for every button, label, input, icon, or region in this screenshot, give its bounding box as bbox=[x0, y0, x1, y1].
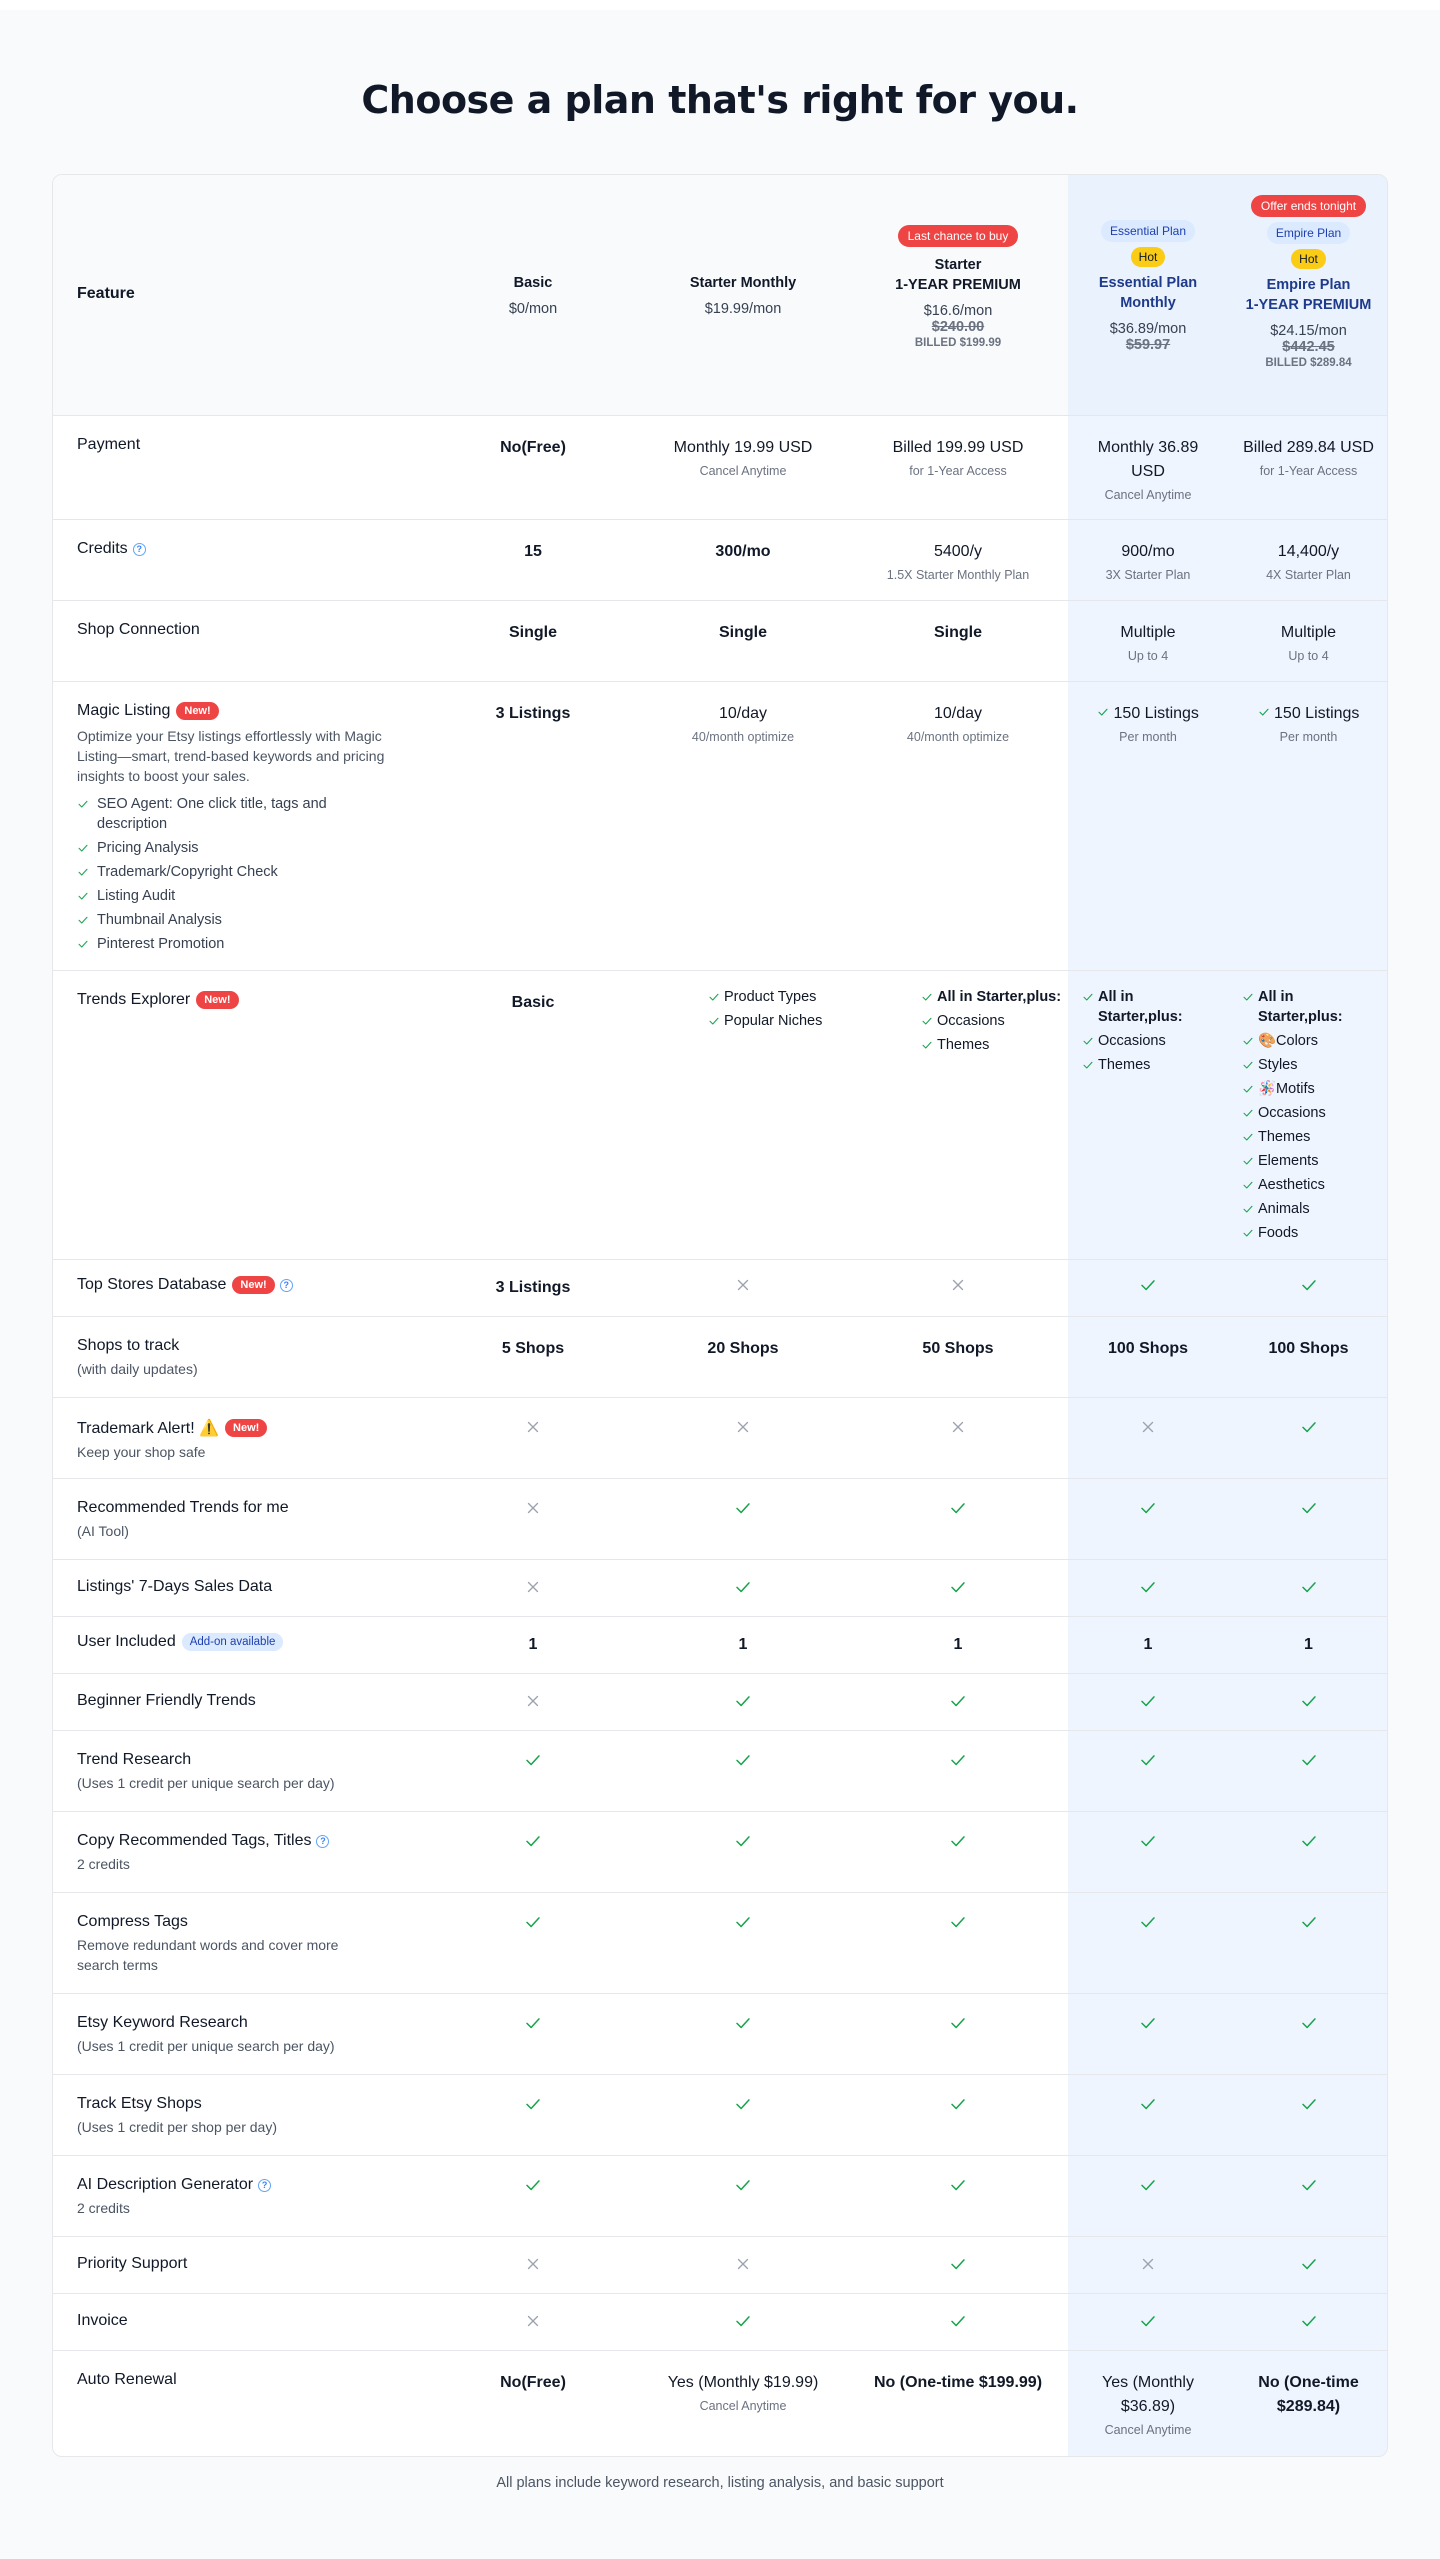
row-shop-connection bbox=[53, 600, 1388, 681]
feature-sub: (Uses 1 credit per shop per day) bbox=[77, 2119, 277, 2136]
feature-label: User Included bbox=[77, 1633, 176, 1650]
feature-sub: (Uses 1 credit per unique search per day) bbox=[77, 2038, 335, 2055]
value-empire: No (One-time $289.84) bbox=[1258, 2374, 1359, 2415]
check-icon bbox=[1082, 1057, 1094, 1077]
plan-price-starter-monthly: $19.99/mon bbox=[704, 301, 782, 317]
feature-sub: (AI Tool) bbox=[77, 1523, 129, 1540]
check-icon bbox=[524, 2095, 542, 2113]
check-icon bbox=[77, 888, 89, 908]
feature-label: Trademark Alert! ⚠️ bbox=[77, 1420, 220, 1437]
check-icon bbox=[1300, 2095, 1318, 2113]
value-basic: 3 Listings bbox=[495, 705, 571, 722]
row-recommended-trends bbox=[53, 1478, 1388, 1559]
check-icon bbox=[1300, 2176, 1318, 2194]
check-icon bbox=[949, 1832, 967, 1850]
list-item: Listing Audit bbox=[77, 886, 397, 906]
check-icon bbox=[1242, 1177, 1254, 1197]
check-icon bbox=[921, 1037, 933, 1057]
value-basic: No(Free) bbox=[500, 439, 566, 456]
feature-label: Compress Tags bbox=[77, 1913, 188, 1930]
empire-plan-pill: Empire Plan bbox=[1267, 222, 1350, 244]
value-basic: 15 bbox=[524, 543, 542, 560]
check-icon bbox=[949, 2176, 967, 2194]
row-magic-listing bbox=[53, 681, 1388, 970]
row-shops-to-track bbox=[53, 1316, 1388, 1397]
cross-icon bbox=[524, 1578, 542, 1596]
feature-label: Track Etsy Shops bbox=[77, 2095, 202, 2112]
list-item: Pinterest Promotion bbox=[77, 934, 397, 954]
sub-essential: Per month bbox=[1119, 730, 1177, 744]
plan-name-starter-year-2: 1-YEAR PREMIUM bbox=[895, 277, 1021, 293]
check-icon bbox=[1242, 1033, 1254, 1053]
plan-price-empire: $24.15/mon bbox=[1270, 323, 1347, 339]
check-icon bbox=[1139, 1692, 1157, 1710]
check-icon bbox=[921, 1013, 933, 1033]
check-icon bbox=[734, 1832, 752, 1850]
check-icon bbox=[1097, 702, 1109, 726]
check-icon bbox=[734, 2312, 752, 2330]
row-trends-explorer bbox=[53, 970, 1388, 1259]
feature-label: Shop Connection bbox=[77, 621, 200, 638]
value-essential: 900/mo bbox=[1121, 543, 1175, 560]
feature-label: Listings' 7-Days Sales Data bbox=[77, 1578, 273, 1595]
row-trademark-alert bbox=[53, 1397, 1388, 1478]
value-essential: Yes (Monthly $36.89) bbox=[1102, 2374, 1194, 2415]
sub-essential: 3X Starter Plan bbox=[1105, 568, 1191, 582]
check-icon bbox=[1300, 1578, 1318, 1596]
row-compress-tags bbox=[53, 1892, 1388, 1993]
check-icon bbox=[1242, 1129, 1254, 1149]
value-empire: 150 Listings bbox=[1274, 705, 1360, 722]
magic-listing-items bbox=[77, 794, 397, 954]
check-icon bbox=[524, 2176, 542, 2194]
list-item: Product Types bbox=[708, 987, 848, 1007]
row-top-stores bbox=[53, 1259, 1388, 1316]
info-icon[interactable]: ? bbox=[133, 543, 146, 556]
footnote: All plans include keyword research, listing analysis, and basic support bbox=[496, 2475, 944, 2491]
check-icon bbox=[949, 2312, 967, 2330]
header-essential bbox=[1068, 175, 1228, 415]
plan-name-essential-1: Essential Plan bbox=[1098, 275, 1198, 291]
cross-icon bbox=[734, 1276, 752, 1294]
check-icon bbox=[1300, 1418, 1318, 1436]
check-icon bbox=[1300, 1832, 1318, 1850]
new-badge: New! bbox=[196, 991, 238, 1009]
check-icon bbox=[1139, 1913, 1157, 1931]
value-starter-year: No (One-time $199.99) bbox=[873, 2374, 1043, 2391]
value-basic: 1 bbox=[528, 1636, 538, 1653]
list-item: 🪅Motifs bbox=[1242, 1079, 1379, 1099]
header-feature bbox=[77, 175, 377, 415]
value-empire: 1 bbox=[1304, 1636, 1313, 1653]
check-icon bbox=[734, 1578, 752, 1596]
plan-name-starter-monthly: Starter Monthly bbox=[689, 275, 797, 291]
cross-icon bbox=[1139, 1418, 1157, 1436]
feature-label: Auto Renewal bbox=[77, 2371, 177, 2388]
feature-label: Top Stores Database bbox=[77, 1276, 227, 1293]
check-icon bbox=[949, 1692, 967, 1710]
feature-label: Priority Support bbox=[77, 2255, 188, 2272]
cross-icon bbox=[734, 1418, 752, 1436]
check-icon bbox=[708, 1013, 720, 1033]
feature-sub: 2 credits bbox=[77, 1856, 130, 1873]
list-heading: All in Starter,plus: bbox=[1082, 987, 1218, 1027]
value-basic: 5 Shops bbox=[501, 1340, 565, 1357]
check-icon bbox=[1139, 2095, 1157, 2113]
value-essential: Monthly 36.89 USD bbox=[1097, 439, 1199, 480]
cross-icon bbox=[949, 1276, 967, 1294]
check-icon bbox=[1242, 989, 1254, 1009]
check-icon bbox=[1139, 2312, 1157, 2330]
page-title: Choose a plan that's right for you. bbox=[361, 78, 1079, 122]
cross-icon bbox=[949, 1418, 967, 1436]
plan-price-essential: $36.89/mon bbox=[1109, 321, 1187, 337]
list-item: Themes bbox=[1082, 1055, 1218, 1075]
check-icon bbox=[1258, 702, 1270, 726]
check-icon bbox=[1139, 1578, 1157, 1596]
list-item: Themes bbox=[1242, 1127, 1379, 1147]
feature-label: Credits bbox=[77, 540, 128, 557]
check-icon bbox=[1242, 1081, 1254, 1101]
check-icon bbox=[77, 796, 89, 816]
check-icon bbox=[1242, 1105, 1254, 1125]
check-icon bbox=[921, 989, 933, 1009]
check-icon bbox=[524, 1913, 542, 1931]
value-empire: Billed 289.84 USD bbox=[1243, 439, 1374, 456]
row-track-shops bbox=[53, 2074, 1388, 2155]
list-item: SEO Agent: One click title, tags and description bbox=[77, 794, 397, 834]
check-icon bbox=[949, 1751, 967, 1769]
check-icon bbox=[77, 936, 89, 956]
cross-icon bbox=[1139, 2255, 1157, 2273]
value-starter-year: 10/day bbox=[933, 705, 983, 722]
feature-label: Invoice bbox=[77, 2312, 128, 2329]
sub-starter-year: 1.5X Starter Monthly Plan bbox=[886, 568, 1030, 582]
list-heading: All in Starter,plus: bbox=[1242, 987, 1379, 1027]
offer-ends-badge: Offer ends tonight bbox=[1251, 195, 1366, 217]
check-icon bbox=[1082, 1033, 1094, 1053]
value-starter-year: 50 Shops bbox=[922, 1340, 994, 1357]
row-invoice bbox=[53, 2293, 1388, 2350]
value-essential: 150 Listings bbox=[1113, 705, 1199, 722]
value-starter-year: Single bbox=[933, 624, 982, 641]
feature-label: Shops to track bbox=[77, 1337, 180, 1354]
sub-empire: 4X Starter Plan bbox=[1266, 568, 1351, 582]
list-item: Themes bbox=[921, 1035, 1063, 1055]
feature-sub: Remove redundant words and cover more search terms bbox=[77, 1937, 339, 1974]
list-item: 🎨Colors bbox=[1242, 1031, 1379, 1051]
info-icon[interactable]: ? bbox=[258, 2179, 271, 2192]
check-icon bbox=[949, 1578, 967, 1596]
list-heading: All in Starter,plus: bbox=[921, 987, 1063, 1007]
feature-label: Copy Recommended Tags, Titles bbox=[77, 1832, 312, 1849]
row-user-included bbox=[53, 1616, 1388, 1673]
check-icon bbox=[1139, 2176, 1157, 2194]
sub-starter-monthly: 40/month optimize bbox=[691, 730, 795, 744]
value-empire: Multiple bbox=[1280, 624, 1337, 641]
check-icon bbox=[1242, 1057, 1254, 1077]
trends-list-starter-monthly bbox=[708, 987, 848, 1031]
header-starter-monthly bbox=[638, 175, 848, 415]
list-item: Animals bbox=[1242, 1199, 1379, 1219]
value-starter-monthly: Yes (Monthly $19.99) bbox=[667, 2374, 819, 2391]
list-item: Trademark/Copyright Check bbox=[77, 862, 397, 882]
list-item: Popular Niches bbox=[708, 1011, 848, 1031]
list-item: Elements bbox=[1242, 1151, 1379, 1171]
new-badge: New! bbox=[232, 1276, 274, 1294]
feature-label: Etsy Keyword Research bbox=[77, 2014, 248, 2031]
value-essential: 1 bbox=[1143, 1636, 1153, 1653]
value-starter-monthly: Single bbox=[718, 624, 767, 641]
feature-label: Trend Research bbox=[77, 1751, 192, 1768]
cross-icon bbox=[524, 2312, 542, 2330]
check-icon bbox=[77, 840, 89, 860]
header-basic bbox=[433, 175, 633, 415]
row-trend-research bbox=[53, 1730, 1388, 1811]
check-icon bbox=[1300, 1751, 1318, 1769]
feature-sub: (with daily updates) bbox=[77, 1361, 198, 1378]
check-icon bbox=[524, 1832, 542, 1850]
sub-starter-year: 40/month optimize bbox=[906, 730, 1010, 744]
check-icon bbox=[734, 1913, 752, 1931]
value-empire: 14,400/y bbox=[1277, 543, 1340, 560]
check-icon bbox=[1139, 2014, 1157, 2032]
value-basic: Single bbox=[508, 624, 557, 641]
value-empire: 100 Shops bbox=[1268, 1340, 1349, 1357]
row-beginner-trends bbox=[53, 1673, 1388, 1730]
info-icon[interactable]: ? bbox=[280, 1279, 293, 1292]
check-icon bbox=[734, 1692, 752, 1710]
sub-empire: Per month bbox=[1279, 730, 1338, 744]
check-icon bbox=[77, 864, 89, 884]
value-starter-year: 1 bbox=[953, 1636, 963, 1653]
old-price-empire: $442.45 bbox=[1282, 339, 1335, 355]
sub-starter-monthly: Cancel Anytime bbox=[699, 464, 787, 478]
check-icon bbox=[1300, 1913, 1318, 1931]
row-payment bbox=[53, 415, 1388, 519]
new-badge: New! bbox=[176, 702, 218, 720]
new-badge: New! bbox=[225, 1419, 267, 1437]
list-item: Occasions bbox=[921, 1011, 1063, 1031]
old-price-starter-year: $240.00 bbox=[931, 319, 985, 335]
list-item: Thumbnail Analysis bbox=[77, 910, 397, 930]
check-icon bbox=[1082, 989, 1094, 1009]
check-icon bbox=[949, 1499, 967, 1517]
row-copy-tags bbox=[53, 1811, 1388, 1892]
cross-icon bbox=[524, 1499, 542, 1517]
check-icon bbox=[1139, 1751, 1157, 1769]
value-starter-monthly: Monthly 19.99 USD bbox=[673, 439, 813, 456]
check-icon bbox=[1139, 1276, 1157, 1294]
feature-sub: (Uses 1 credit per unique search per day) bbox=[77, 1775, 335, 1792]
value-basic: No(Free) bbox=[500, 2374, 566, 2391]
feature-sub: 2 credits bbox=[77, 2200, 130, 2217]
value-essential: Multiple bbox=[1120, 624, 1176, 641]
list-item: Pricing Analysis bbox=[77, 838, 397, 858]
feature-column-label: Feature bbox=[77, 285, 135, 302]
check-icon bbox=[1300, 1692, 1318, 1710]
plan-name-empire-2: 1-YEAR PREMIUM bbox=[1245, 297, 1372, 313]
check-icon bbox=[1300, 2014, 1318, 2032]
last-chance-badge: Last chance to buy bbox=[898, 225, 1019, 247]
value-starter-year: 5400/y bbox=[933, 543, 983, 560]
check-icon bbox=[1300, 1499, 1318, 1517]
check-icon bbox=[524, 2014, 542, 2032]
check-icon bbox=[949, 1913, 967, 1931]
feature-label: AI Description Generator bbox=[77, 2176, 254, 2193]
check-icon bbox=[1242, 1153, 1254, 1173]
value-starter-monthly: 20 Shops bbox=[707, 1340, 779, 1357]
cross-icon bbox=[734, 2255, 752, 2273]
check-icon bbox=[1300, 2312, 1318, 2330]
plan-price-basic: $0/mon bbox=[508, 301, 558, 317]
list-item: Styles bbox=[1242, 1055, 1379, 1075]
list-item: Foods bbox=[1242, 1223, 1379, 1243]
old-price-essential: $59.97 bbox=[1125, 337, 1171, 353]
feature-label: Trends Explorer bbox=[77, 991, 191, 1008]
row-sales-data bbox=[53, 1559, 1388, 1616]
value-starter-monthly: 300/mo bbox=[715, 543, 771, 560]
plan-price-starter-year: $16.6/mon bbox=[923, 303, 993, 319]
value-basic: 3 Listings bbox=[495, 1279, 571, 1296]
billed-empire: BILLED $289.84 bbox=[1265, 357, 1352, 369]
check-icon bbox=[949, 2255, 967, 2273]
feature-label: Recommended Trends for me bbox=[77, 1499, 289, 1516]
list-item: Occasions bbox=[1082, 1031, 1218, 1051]
list-item: Occasions bbox=[1242, 1103, 1379, 1123]
plan-name-basic: Basic bbox=[513, 275, 553, 291]
cross-icon bbox=[524, 1418, 542, 1436]
feature-sub: Keep your shop safe bbox=[77, 1444, 206, 1460]
sub-essential: Cancel Anytime bbox=[1104, 2423, 1192, 2437]
trends-list-starter-year bbox=[921, 987, 1063, 1055]
check-icon bbox=[949, 2014, 967, 2032]
sub-starter-monthly: Cancel Anytime bbox=[699, 2399, 787, 2413]
check-icon bbox=[524, 1751, 542, 1769]
list-item: Aesthetics bbox=[1242, 1175, 1379, 1195]
sub-empire: Up to 4 bbox=[1288, 649, 1329, 663]
check-icon bbox=[734, 2014, 752, 2032]
check-icon bbox=[1242, 1201, 1254, 1221]
value-starter-monthly: 10/day bbox=[718, 705, 768, 722]
essential-hot-badge: Hot bbox=[1131, 247, 1166, 267]
row-ai-description bbox=[53, 2155, 1388, 2236]
check-icon bbox=[734, 2095, 752, 2113]
check-icon bbox=[734, 2176, 752, 2194]
value-essential: 100 Shops bbox=[1107, 1340, 1189, 1357]
feature-label: Beginner Friendly Trends bbox=[77, 1692, 256, 1709]
trends-list-empire bbox=[1242, 987, 1379, 1243]
top-strip bbox=[0, 0, 1440, 10]
sub-starter-year: for 1-Year Access bbox=[909, 464, 1007, 478]
billed-starter-year: BILLED $199.99 bbox=[914, 337, 1002, 349]
value-basic: Basic bbox=[511, 994, 555, 1011]
sub-essential: Up to 4 bbox=[1127, 649, 1169, 663]
cross-icon bbox=[524, 2255, 542, 2273]
check-icon bbox=[1139, 1499, 1157, 1517]
header-starter-year bbox=[853, 175, 1063, 415]
header-empire bbox=[1228, 175, 1388, 415]
plan-name-starter-year-1: Starter bbox=[934, 257, 982, 273]
empire-hot-badge: Hot bbox=[1291, 249, 1326, 269]
row-priority-support bbox=[53, 2236, 1388, 2293]
check-icon bbox=[734, 1751, 752, 1769]
feature-label: Magic Listing bbox=[77, 702, 171, 719]
check-icon bbox=[949, 2095, 967, 2113]
check-icon bbox=[1139, 1832, 1157, 1850]
row-auto-renewal bbox=[53, 2350, 1388, 2457]
feature-label: Payment bbox=[77, 436, 141, 453]
check-icon bbox=[1242, 1225, 1254, 1245]
essential-plan-pill: Essential Plan bbox=[1101, 220, 1195, 242]
row-keyword-research bbox=[53, 1993, 1388, 2074]
check-icon bbox=[77, 912, 89, 932]
pricing-table bbox=[52, 174, 1388, 2457]
row-credits bbox=[53, 519, 1388, 600]
value-starter-monthly: 1 bbox=[738, 1636, 748, 1653]
sub-empire: for 1-Year Access bbox=[1259, 464, 1358, 478]
check-icon bbox=[1300, 1276, 1318, 1294]
check-icon bbox=[734, 1499, 752, 1517]
addon-badge: Add-on available bbox=[182, 1633, 284, 1651]
sub-essential: Cancel Anytime bbox=[1104, 488, 1192, 502]
trends-list-essential bbox=[1082, 987, 1218, 1075]
check-icon bbox=[708, 989, 720, 1009]
cross-icon bbox=[524, 1692, 542, 1710]
value-starter-year: Billed 199.99 USD bbox=[892, 439, 1024, 456]
check-icon bbox=[1300, 2255, 1318, 2273]
plan-name-empire-1: Empire Plan bbox=[1266, 277, 1351, 293]
info-icon[interactable]: ? bbox=[316, 1835, 329, 1848]
feature-description: Optimize your Etsy listings effortlessly with Magic Listing—smart, trend-based keywords and pricing insights to boost your sales. bbox=[77, 728, 385, 785]
plan-name-essential-2: Monthly bbox=[1120, 295, 1176, 311]
